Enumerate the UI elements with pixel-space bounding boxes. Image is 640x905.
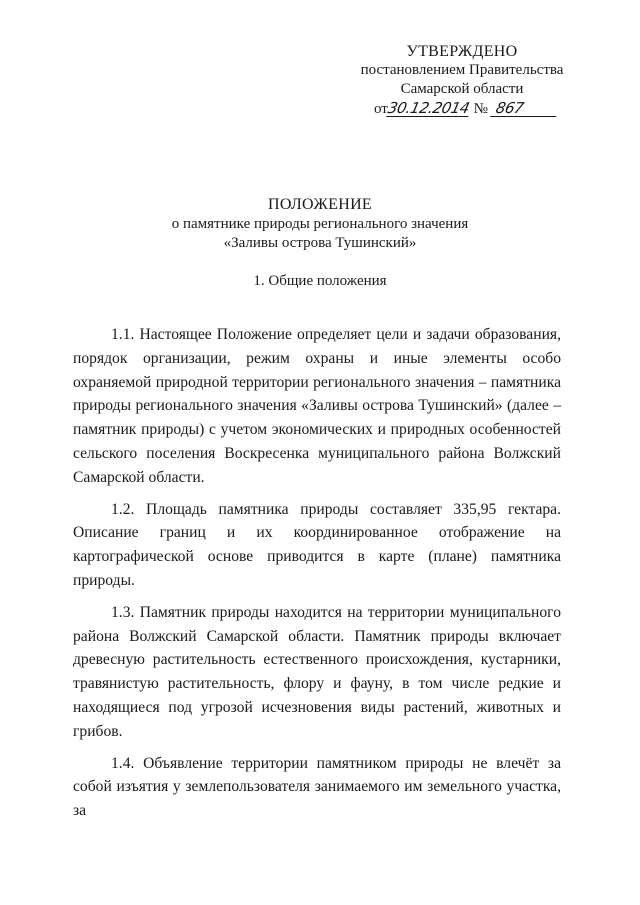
handwritten-number: 867 xyxy=(490,100,560,117)
paragraph-1-3: 1.3. Памятник природы находится на территории муниципального района Волжский Самарской области. Памятник природы включает древесную растительность естественного происхождения, кустарники, травянистую растительность, флору и фауну, в том числе редкие и находящиеся под угрозой исчезновения виды растений, животных и грибов. xyxy=(73,603,561,740)
approval-block xyxy=(352,42,572,119)
section-title: 1. Общие положения xyxy=(253,273,387,289)
document-subtitle-line-2: «Заливы острова Тушинский» xyxy=(223,235,417,251)
paragraph-1-2: 1.2. Площадь памятника природы составляет 335,95 гектара. Описание границ и их координированное отображение на картографической основе приводится в карте (плане) памятника природы. xyxy=(73,500,561,589)
body-text xyxy=(73,323,561,831)
paragraph-1-1: 1.1. Настоящее Положение определяет цели и задачи образования, порядок организации, режим охраны и иные элементы особо охраняемой природной территории регионального значения – памятника природы регионального значения «Заливы острова Тушинский» (далее – памятник природы) с учетом экономических и природных особенностей сельского поселения Воскресенка муниципального района Волжский Самарской области. xyxy=(73,326,561,486)
handwritten-date: 30.12.2014 xyxy=(386,99,471,117)
approval-date-line xyxy=(352,100,572,119)
date-prefix: от xyxy=(374,101,388,117)
approval-line-2: Самарской области xyxy=(400,81,524,97)
document-title: ПОЛОЖЕНИЕ xyxy=(267,196,372,213)
approval-line-1: постановлением Правительства xyxy=(360,62,564,78)
approval-title: УТВЕРЖДЕНО xyxy=(406,43,518,60)
document-subtitle-line-1: о памятнике природы регионального значения xyxy=(171,216,469,232)
number-prefix: № xyxy=(473,101,488,117)
paragraph-1-4: 1.4. Объявление территории памятником природы не влечёт за собой изъятия у землепользователя занимаемого им земельного участка, за xyxy=(73,754,561,820)
